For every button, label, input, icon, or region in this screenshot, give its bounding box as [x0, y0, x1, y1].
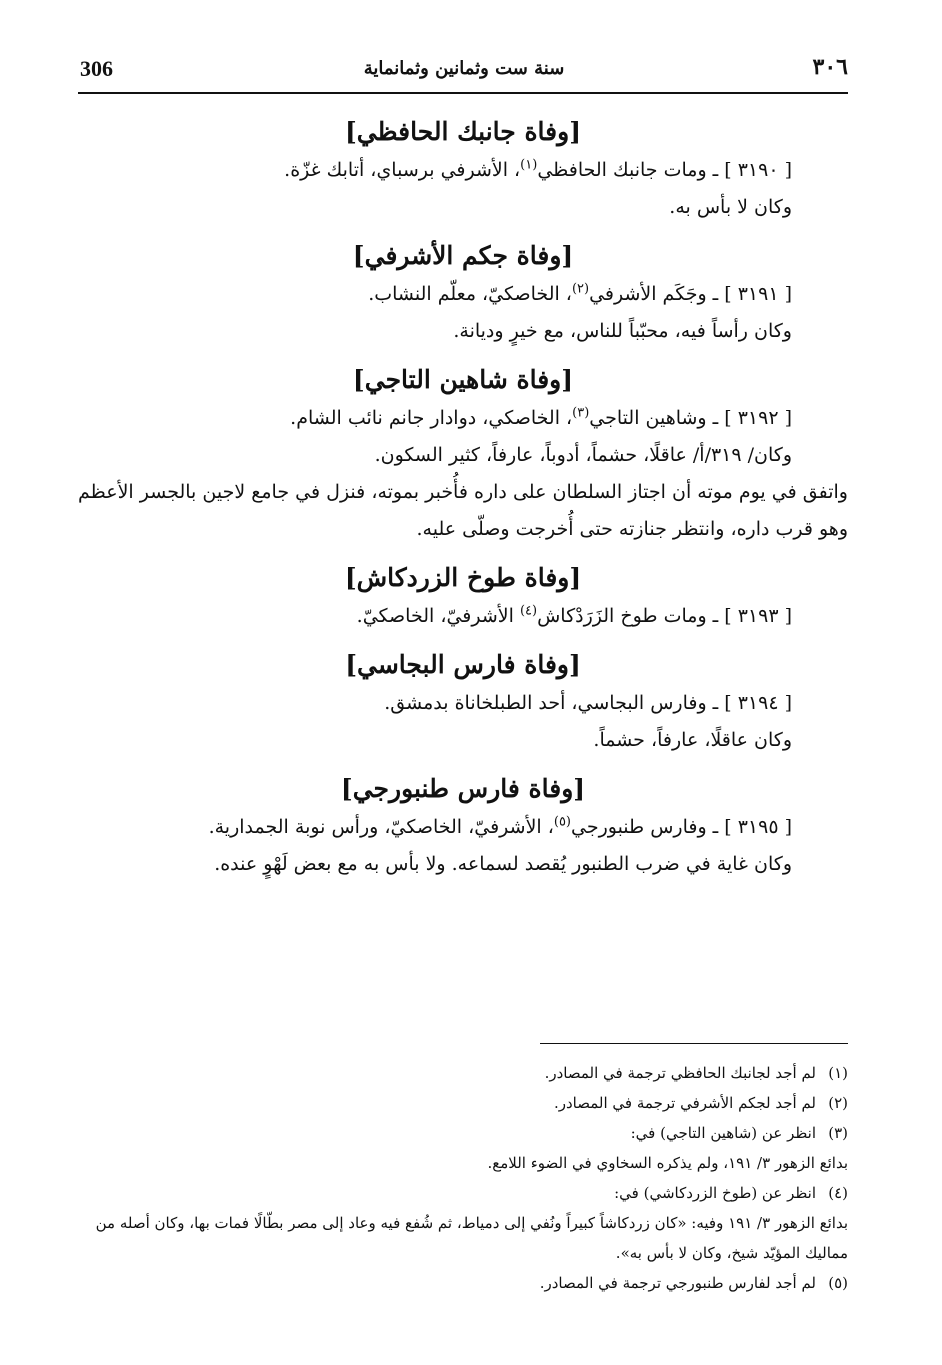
entry-text: [ ٣١٩٢ ] ـ وشاهين التاجي	[589, 407, 792, 429]
entry-line	[78, 809, 848, 846]
footnote-ref: (٣)	[572, 405, 590, 421]
section-tukh	[78, 558, 848, 635]
entry-text: [ ٣١٩١ ] ـ وجَكَم الأشرفي	[589, 283, 792, 305]
entry-text: [ ٣١٩٣ ] ـ ومات طوخ الزَرَدْكاش	[537, 605, 792, 627]
footnote-ref: (١)	[520, 157, 538, 173]
footnote-rule	[540, 1043, 848, 1044]
section-faris-bujasi	[78, 645, 848, 759]
entry-line	[78, 685, 848, 722]
section-shahin	[78, 360, 848, 548]
footnote-5	[78, 1268, 848, 1298]
footnote-text: لم أجد لجانبك الحافظي ترجمة في المصادر.	[544, 1064, 816, 1082]
entry-text: [ ٣١٩٤ ] ـ وفارس البجاسي، أحد الطبلخاناة بدمشق.	[384, 692, 792, 714]
footnote-4	[78, 1178, 848, 1208]
footnote-2	[78, 1088, 848, 1118]
entry-rest: ، الخاصكي، دوادار جانم نائب الشام.	[290, 407, 573, 429]
footnote-ref: (٤)	[519, 603, 538, 619]
entry-line	[78, 152, 848, 189]
section-heading: [وفاة جكم الأشرفي]	[352, 241, 574, 270]
section-heading: [وفاة فارس طنبورجي]	[340, 774, 586, 803]
page-header	[80, 52, 848, 88]
body-line: وكان رأساً فيه، محبّباً للناس، مع خيرٍ وديانة.	[453, 320, 792, 342]
entry-text: [ ٣١٩٥ ] ـ وفارس طنبورجي	[571, 816, 792, 838]
footnote-4-continuation: بدائع الزهور ٣/ ١٩١ وفيه: «كان زردكاشاً كبيراً ونُفي إلى دمياط، ثم شُفع فيه وعاد إلى مصر بطّالًا فمات بها، وكان أصله من مماليك المؤيّد شيخ، وكان لا بأس به».	[95, 1214, 848, 1262]
body-line: وكان/ ٣١٩/أ/ عاقلًا، حشماً، أدوباً، عارفاً، كثير السكون.	[374, 444, 792, 466]
footnote-ref: (٢)	[571, 281, 590, 297]
entry-line	[78, 598, 848, 635]
body-line: وكان لا بأس به.	[669, 196, 792, 218]
body-line: وكان عاقلًا، عارفاً، حشماً.	[593, 729, 792, 751]
header-rule	[78, 92, 848, 94]
footnote-number: (٤)	[828, 1184, 848, 1202]
section-heading: [وفاة طوخ الزردكاش]	[344, 563, 582, 592]
section-heading: [وفاة جانبك الحافظي]	[344, 117, 582, 146]
footnote-number: (٥)	[828, 1274, 848, 1292]
section-heading: [وفاة فارس البجاسي]	[345, 650, 581, 679]
footnotes	[78, 1058, 848, 1298]
footnote-1	[78, 1058, 848, 1088]
entry-rest: ، الأشرفي برسباي، أتابك غزّة.	[284, 159, 521, 181]
footnote-ref: (٥)	[553, 814, 571, 830]
footnote-text: لم أجد لفارس طنبورجي ترجمة في المصادر.	[539, 1274, 816, 1292]
running-title: سنة ست وثمانين وثمانماية	[363, 58, 565, 79]
entry-rest: ، الخاصكيّ، معلّم النشاب.	[368, 283, 572, 305]
footnote-number: (١)	[828, 1064, 848, 1082]
footnote-3	[78, 1118, 848, 1148]
entry-line	[78, 276, 848, 313]
footnote-number: (٣)	[828, 1124, 848, 1142]
entry-line	[78, 400, 848, 437]
footnote-text: انظر عن (شاهين التاجي) في:	[630, 1124, 816, 1142]
footnote-text: لم أجد لجكم الأشرفي ترجمة في المصادر.	[553, 1094, 816, 1112]
section-faris-tanburji	[78, 769, 848, 883]
entry-rest: الأشرفيّ، الخاصكيّ.	[356, 605, 520, 627]
footnote-number: (٢)	[828, 1094, 848, 1112]
section-jakam	[78, 236, 848, 350]
body-paragraph: واتفق في يوم موته أن اجتاز السلطان على داره فأُخبر بموته، فنزل في جامع لاجين بالجسر الأعظم وهو قرب داره، وانتظر جنازته حتى أُخرجت وصلّى عليه.	[78, 481, 848, 540]
section-janbak	[78, 112, 848, 226]
entry-text: [ ٣١٩٠ ] ـ ومات جانبك الحافظي	[537, 159, 792, 181]
body-line: وكان غاية في ضرب الطنبور يُقصد لسماعه. ولا بأس به مع بعض لَهْوٍ عنده.	[214, 853, 792, 875]
section-heading: [وفاة شاهين التاجي]	[352, 365, 574, 394]
main-text	[78, 112, 848, 883]
footnote-text: انظر عن (طوخ الزردكاشي) في:	[614, 1184, 816, 1202]
entry-rest: ، الأشرفيّ، الخاصكيّ، ورأس نوبة الجمدارية.	[208, 816, 554, 838]
footnote-3-continuation: بدائع الزهور ٣/ ١٩١، ولم يذكره السخاوي في الضوء اللامع.	[487, 1154, 848, 1172]
page-number-latin: 306	[80, 56, 113, 81]
page-number-arabic: ٣٠٦	[812, 54, 848, 80]
